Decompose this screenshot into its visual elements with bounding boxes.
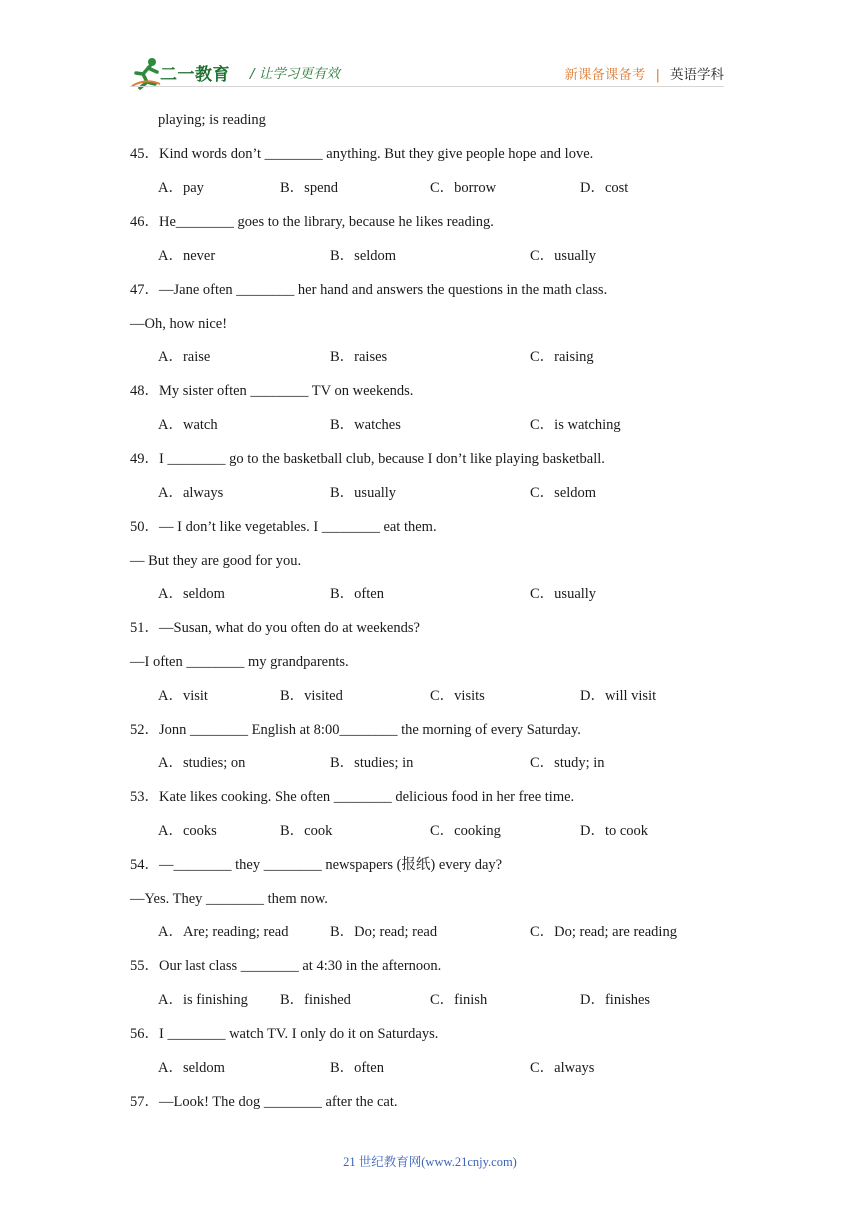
question-line: playing; is reading bbox=[158, 112, 266, 128]
answer-option[interactable]: C．usually bbox=[530, 248, 597, 264]
answer-option[interactable]: A．studies; on bbox=[158, 755, 246, 771]
answer-option[interactable]: A．watch bbox=[158, 417, 218, 433]
answer-option[interactable]: A．visit bbox=[158, 688, 208, 704]
answer-option[interactable]: A．always bbox=[158, 485, 224, 501]
answer-option[interactable]: C．borrow bbox=[430, 180, 497, 196]
question-line: 54．—________ they ________ newspapers (报纸) every day? bbox=[130, 857, 503, 873]
answer-option[interactable]: C．is watching bbox=[530, 417, 621, 433]
answer-option[interactable]: B．Do; read; read bbox=[330, 924, 438, 940]
answer-option[interactable]: C．visits bbox=[430, 688, 485, 704]
page-footer[interactable]: 21 世纪教育网(www.21cnjy.com) bbox=[343, 1155, 517, 1169]
answer-option[interactable]: A．pay bbox=[158, 180, 204, 196]
answer-option[interactable]: A．seldom bbox=[158, 1060, 225, 1076]
question-line: — But they are good for you. bbox=[130, 553, 302, 569]
question-line: 50．— I don’t like vegetables. I ________ eat them. bbox=[130, 519, 437, 535]
question-line: 49．I ________ go to the basketball club, because I don’t like playing basketball. bbox=[130, 451, 605, 467]
answer-option[interactable]: D．cost bbox=[580, 180, 629, 196]
header-slogan: / 让学习更有效 bbox=[250, 66, 340, 82]
question-line: 53．Kate likes cooking. She often ________ delicious food in her free time. bbox=[130, 789, 575, 805]
answer-option[interactable]: A．seldom bbox=[158, 586, 225, 602]
answer-option[interactable]: B．seldom bbox=[330, 248, 397, 264]
answer-option[interactable]: D．will visit bbox=[580, 688, 657, 704]
question-line: 48．My sister often ________ TV on weekends. bbox=[130, 383, 414, 399]
answer-option[interactable]: D．to cook bbox=[580, 823, 649, 839]
header-tagline: 新课备课备考 bbox=[564, 67, 646, 83]
answer-option[interactable]: B．finished bbox=[280, 992, 351, 1008]
question-line: 55．Our last class ________ at 4:30 in the afternoon. bbox=[130, 958, 442, 974]
page-header bbox=[0, 0, 860, 100]
answer-option[interactable]: B．often bbox=[330, 586, 384, 602]
answer-option[interactable]: B．spend bbox=[280, 180, 338, 196]
answer-option[interactable]: C．study; in bbox=[530, 755, 605, 771]
answer-option[interactable]: C．raising bbox=[530, 349, 594, 365]
question-line: 46．He________ goes to the library, because he likes reading. bbox=[130, 214, 494, 230]
answer-option[interactable]: C．finish bbox=[430, 992, 488, 1008]
answer-option[interactable]: D．finishes bbox=[580, 992, 651, 1008]
answer-option[interactable]: A．Are; reading; read bbox=[158, 924, 289, 940]
answer-option[interactable]: B．usually bbox=[330, 485, 397, 501]
question-line: 51．—Susan, what do you often do at weekends? bbox=[130, 620, 420, 636]
question-line: —Oh, how nice! bbox=[130, 316, 228, 332]
brand-logo bbox=[130, 56, 240, 90]
answer-option[interactable]: C．cooking bbox=[430, 823, 501, 839]
question-line: 56．I ________ watch TV. I only do it on Saturdays. bbox=[130, 1026, 439, 1042]
answer-option[interactable]: B．cook bbox=[280, 823, 333, 839]
question-line: 45．Kind words don’t ________ anything. But they give people hope and love. bbox=[130, 146, 594, 162]
runner-logo-icon bbox=[130, 56, 164, 90]
answer-option[interactable]: B．watches bbox=[330, 417, 401, 433]
answer-option[interactable]: C．Do; read; are reading bbox=[530, 924, 677, 940]
header-right bbox=[564, 63, 724, 83]
answer-option[interactable]: C．usually bbox=[530, 586, 597, 602]
answer-option[interactable]: B．raises bbox=[330, 349, 388, 365]
answer-option[interactable]: B．often bbox=[330, 1060, 384, 1076]
header-separator: | bbox=[655, 67, 660, 83]
header-divider bbox=[130, 86, 724, 87]
logo-text: 二一教育 bbox=[160, 65, 230, 85]
question-line: 47．—Jane often ________ her hand and answers the questions in the math class. bbox=[130, 282, 608, 298]
answer-option[interactable]: A．never bbox=[158, 248, 216, 264]
answer-option[interactable]: B．studies; in bbox=[330, 755, 414, 771]
answer-option[interactable]: C．seldom bbox=[530, 485, 597, 501]
answer-option[interactable]: A．is finishing bbox=[158, 992, 248, 1008]
question-line: 57．—Look! The dog ________ after the cat. bbox=[130, 1094, 398, 1110]
question-line: 52．Jonn ________ English at 8:00________ the morning of every Saturday. bbox=[130, 722, 581, 738]
header-subject: 英语学科 bbox=[670, 67, 724, 83]
answer-option[interactable]: A．cooks bbox=[158, 823, 217, 839]
answer-option[interactable]: C．always bbox=[530, 1060, 595, 1076]
answer-option[interactable]: B．visited bbox=[280, 688, 343, 704]
question-line: —I often ________ my grandparents. bbox=[130, 654, 349, 670]
question-line: —Yes. They ________ them now. bbox=[130, 891, 328, 907]
answer-option[interactable]: A．raise bbox=[158, 349, 211, 365]
